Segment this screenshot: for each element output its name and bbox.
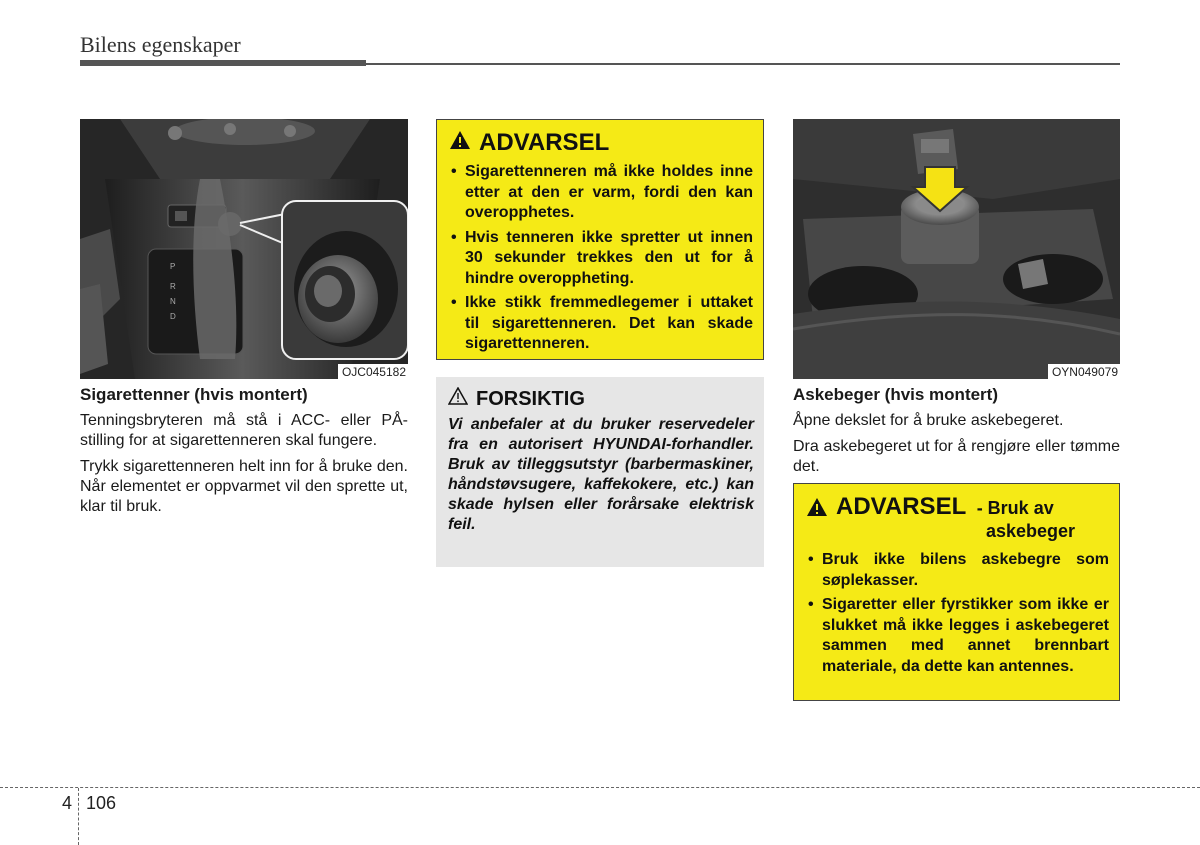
- left-text-column: [80, 385, 408, 523]
- warning-triangle-icon: [449, 130, 471, 156]
- chapter-number: 4: [62, 793, 73, 813]
- paragraph: Trykk sigarettenneren helt inn for å bruke den. Når elementet er oppvarmet vil den sprette ut, klar til bruk.: [80, 458, 408, 515]
- paragraph: Tenningsbryteren må stå i ACC- eller PÅ-stilling for at sigarettenneren skal fungere.: [80, 412, 408, 449]
- warning-box-ashtray: [793, 483, 1120, 701]
- warning-list: [806, 550, 1109, 677]
- header-rule-thick: [80, 60, 366, 66]
- caution-triangle-icon: [448, 387, 468, 411]
- list-item: • Ikke stikk fremmedlegemer i uttaket til sigarettenneren. Det kan skade sigarettenneren.: [449, 293, 753, 355]
- paragraph: Åpne dekslet for å bruke askebegeret.: [793, 412, 1064, 429]
- caution-heading: [448, 387, 754, 411]
- warning-list: [449, 162, 753, 355]
- photo-code: OYN049079: [1048, 364, 1120, 379]
- footer-vertical-dashed-rule: [78, 788, 79, 845]
- warning-title: ADVARSEL: [479, 129, 610, 156]
- warning-heading: [806, 494, 1109, 542]
- cigarette-lighter-illustration: [80, 119, 408, 379]
- gear-label-r: R: [170, 282, 176, 291]
- warning-title: ADVARSEL: [836, 493, 967, 520]
- warning-box-lighter: [436, 119, 764, 360]
- warning-subtitle-cont: askebeger: [986, 521, 1076, 541]
- warning-triangle-icon: [806, 497, 828, 522]
- caution-text: Vi anbefaler at du bruker reservedeler fra en autorisert HYUNDAI-forhandler. Bruk av tilleggsutstyr (barbermaskiner, håndstøvsugere, kaffekokere, etc.) kan skade hylsen eller forårsake elektrisk feil.: [448, 416, 754, 533]
- caution-box: [436, 377, 764, 567]
- footer-dashed-rule: [0, 787, 1200, 788]
- gear-label-p: P: [170, 262, 176, 271]
- header-rule-thin: [366, 63, 1120, 65]
- ashtray-illustration: [793, 119, 1120, 379]
- warning-subtitle: - Bruk av: [976, 498, 1054, 518]
- paragraph: Dra askebegeret ut for å rengjøre eller tømme det.: [793, 438, 1120, 475]
- gear-label-d: D: [170, 312, 176, 321]
- page-number: 106: [86, 793, 117, 813]
- warning-heading: [449, 130, 753, 156]
- section-title-cigarette-lighter: Sigarettenner (hvis montert): [80, 385, 308, 404]
- photo-code: OJC045182: [338, 364, 408, 379]
- list-item: • Sigarettenneren må ikke holdes inne etter at den er varm, fordi den kan overopphetes.: [449, 162, 753, 224]
- right-text-column: [793, 385, 1120, 483]
- caution-title: FORSIKTIG: [476, 387, 585, 410]
- gear-label-n: N: [170, 297, 176, 306]
- list-item: • Sigaretter eller fyrstikker som ikke er slukket må ikke legges i askebegeret sammen med annet brennbart materiale, da dette kan antennes.: [806, 595, 1109, 677]
- page-header-title: Bilens egenskaper: [80, 32, 241, 57]
- cigarette-lighter-photo: [80, 119, 408, 379]
- ashtray-photo: [793, 119, 1120, 379]
- list-item: • Bruk ikke bilens askebegre som søplekasser.: [806, 550, 1109, 591]
- section-title-ashtray: Askebeger (hvis montert): [793, 385, 998, 404]
- list-item: • Hvis tenneren ikke spretter ut innen 30 sekunder trekkes den ut for å hindre overoppheting.: [449, 228, 753, 290]
